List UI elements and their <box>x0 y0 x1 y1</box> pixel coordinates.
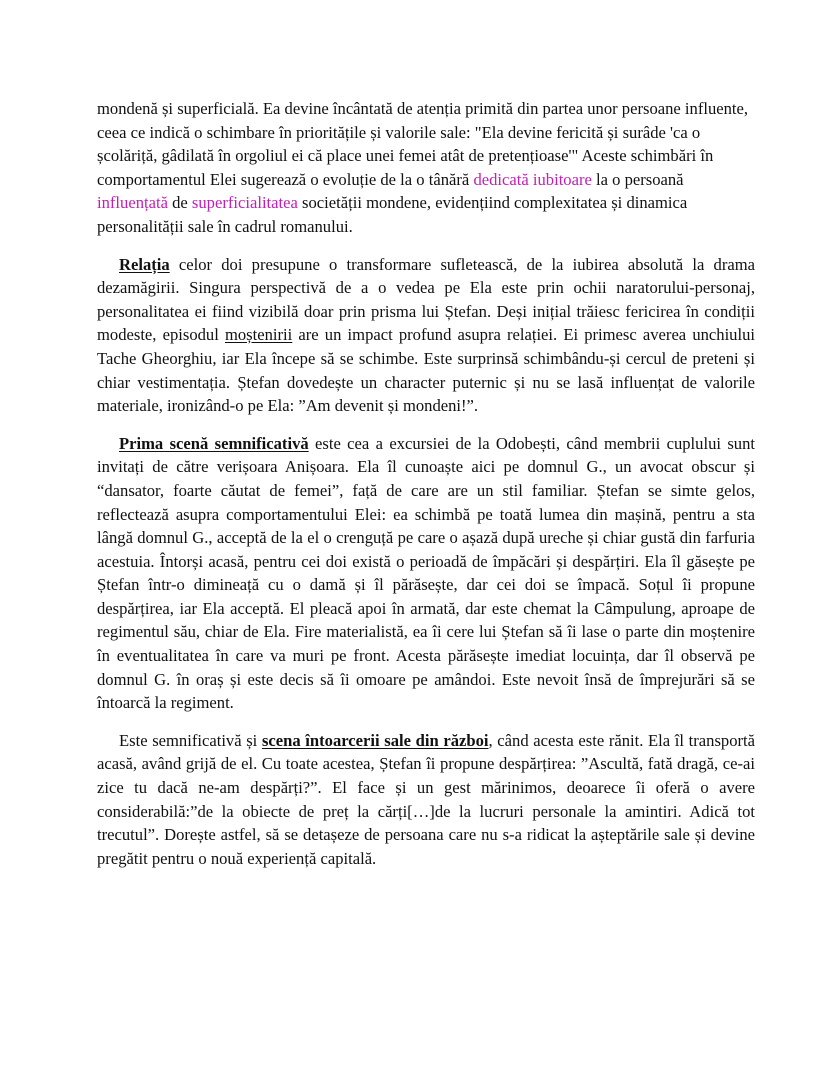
p2-text-b: are un impact profund asupra relației. Ei primesc averea unchiului Tache Gheorghiu, iar Ela începe să se schimbe. Este surprinsă schimbându-și cercul de preteni și chiar vestimentația. Ștefan dovedește un character puternic și nu se lasă influențat de valorile materiale, ironizând-o pe Ela: ”Am devenit și mondeni!”. <box>97 325 755 416</box>
paragraph-scena-intoarcerii <box>97 729 755 871</box>
heading-scena-intoarcerii: scena întoarcerii sale din război <box>261 730 489 750</box>
underlined-mostenirii: moștenirii <box>224 325 293 345</box>
heading-relatia: Relația <box>119 254 170 274</box>
p2-text-a: celor doi presupune o transformare sufletească, de la iubirea absolută la drama dezamăgirii. Singura perspectivă de a o vedea pe Ela este prin ochii naratorului-personaj, personalitatea ei fiind vizibilă doar prin prisma lui Ștefan. Deși inițial trăiesc fericirea în condiții modeste, episodul <box>97 254 755 345</box>
paragraph-ela-evolution <box>97 97 755 239</box>
p4-text-a: Este semnificativă și <box>119 730 262 750</box>
p1-text-d: de <box>167 193 192 213</box>
heading-prima-scena: Prima scenă semnificativă <box>119 433 309 453</box>
highlight-influentata: influențată <box>97 193 168 213</box>
highlight-dedicata: dedicată <box>473 169 529 189</box>
p4-text-b: , când acesta este rănit. Ela îl transportă acasă, având grijă de el. Cu toate acestea, Ștefan îi propune despărțirea: ”Ascultă, fată dragă, ce-ai zice tu dacă ne-am despărți?”. El face și un gest mărinimos, deoarece îi oferă o avere considerabilă:”de la obiecte de preț la cărți[…]de la lucruri personale la amintiri. Adică tot trecutul”. Dorește astfel, să se detașeze de persoana care nu s-a ridicat la așteptările sale și devine pregătit pentru o nouă experiență capitală. <box>97 730 755 868</box>
paragraph-relatia <box>97 253 755 418</box>
paragraph-prima-scena <box>97 432 755 715</box>
p1-text-e: societății mondene, evidențiind complexitatea și dinamica personalității sale în cadrul romanului. <box>97 193 688 236</box>
p1-text-a: mondenă și superficială. Ea devine încântată de atenția primită din partea unor persoane influente, ceea ce indică o schimbare în prioritățile și valorile sale: "Ela devine fericită și surâde 'ca o școlăriță, gâdilată în orgoliul ei că place unei femei atât de pretențioase'" Aceste schimbări în comportamentul Elei sugerează o evoluție de la o tânără <box>97 99 749 189</box>
highlight-superficialitatea: superficialitatea <box>191 193 298 213</box>
highlight-iubitoare: iubitoare <box>532 169 592 189</box>
p3-text-a: este cea a excursiei de la Odobești, când membrii cuplului sunt invitați de către verișoara Anișoara. Ela îl cunoaște aici pe domnul G., un avocat obscur și “dansator, foarte căutat de femei”, față de care are un stil familiar. Ștefan se simte gelos, reflectează asupra comportamentului Elei: ea schimbă pe toată lumea din mașină, pentru a sta lângă domnul G., acceptă de la el o crenguță pe care o așază după ureche și chiar gustă din farfuria acestuia. Întorși acasă, pentru cei doi există o perioadă de împăcări și despărțiri. Ela îl găsește pe Ștefan într-o dimineață cu o damă și îl părăsește, dar cei doi se împacă. Soțul îi propune despărțirea, iar Ela acceptă. El pleacă apoi în armată, dar este chemat la Câmpulung, aproape de regimentul său, chiar de Ela. Fire materialistă, ea îi cere lui Ștefan să îi lase o parte din moștenire în eventualitatea în care va muri pe front. Acesta părăsește imediat locuința, dar îl observă pe domnul G. în oraș și este decis să îi omoare pe amândoi. Este nevoit însă de împrejurări să se întoarcă la regiment. <box>97 433 755 713</box>
p1-text-c: la o persoană <box>591 169 684 189</box>
